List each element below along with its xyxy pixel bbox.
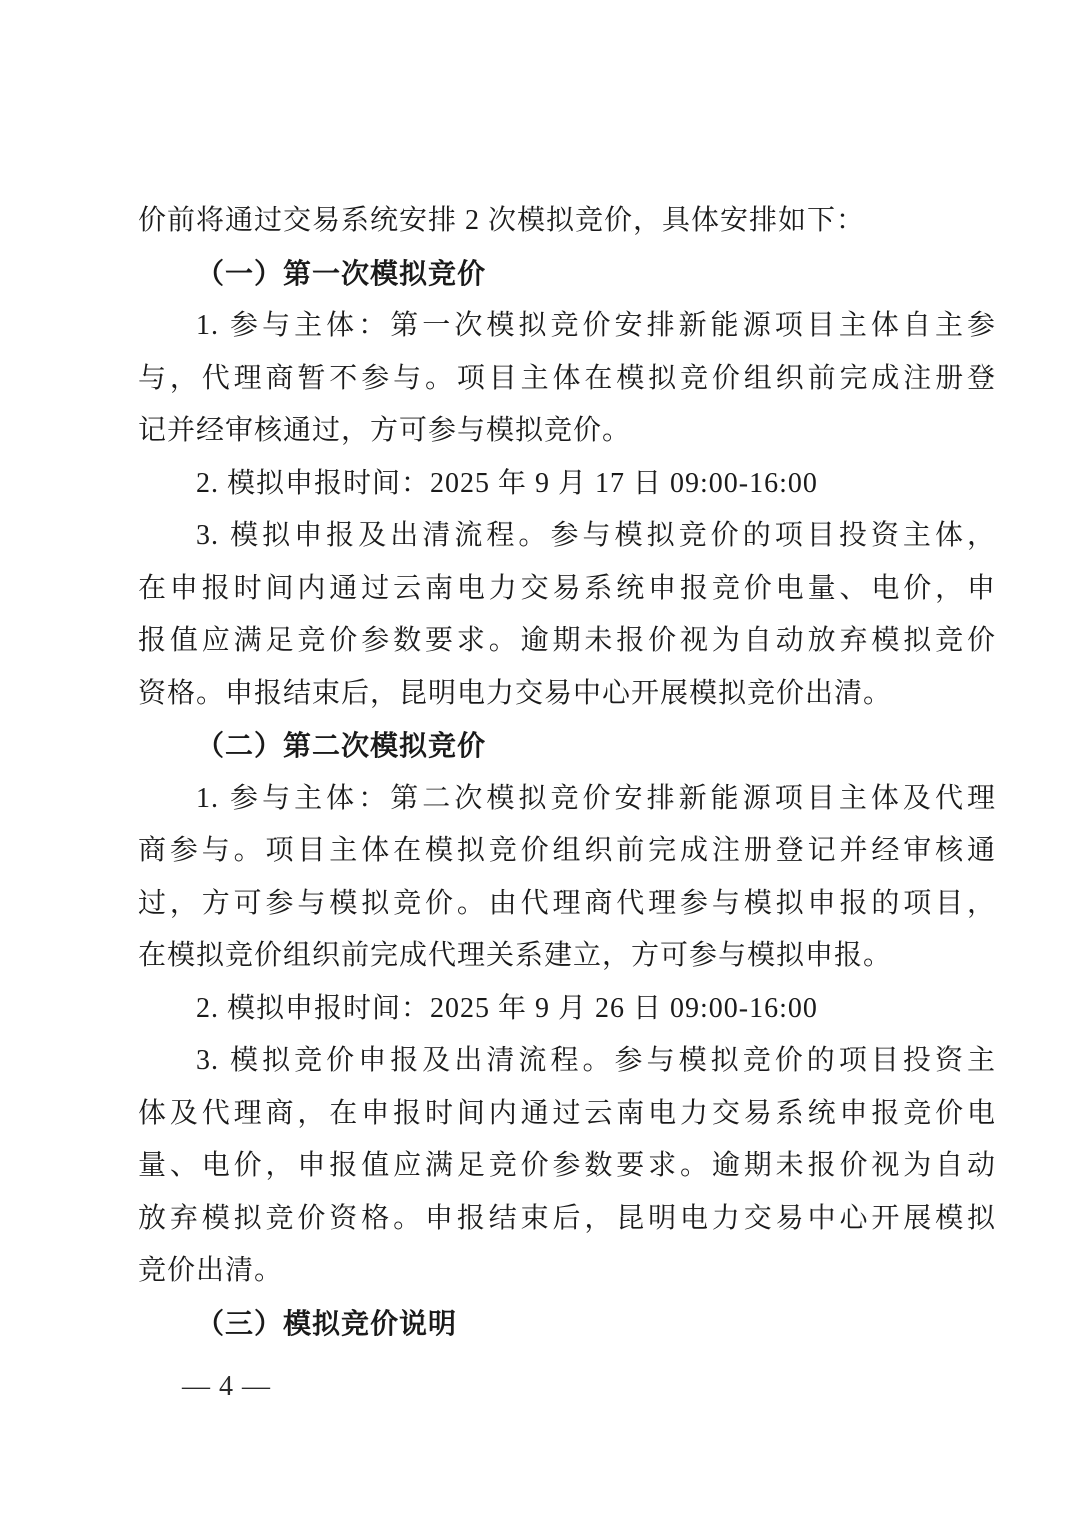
text-line: 体及代理商，在申报时间内通过云南电力交易系统申报竞价电	[138, 1097, 996, 1129]
text-line: 过，方可参与模拟竞价。由代理商代理参与模拟申报的项目，	[138, 887, 996, 919]
text-line: 商参与。项目主体在模拟竞价组织前完成注册登记并经审核通	[138, 835, 996, 866]
text-line: 3. 模拟申报及出清流程。参与模拟竞价的项目投资主体，	[196, 520, 996, 551]
text-line: 1. 参与主体：第二次模拟竞价安排新能源项目主体及代理	[196, 782, 996, 814]
text-line: 记并经审核通过，方可参与模拟竞价。	[138, 415, 632, 446]
section-heading: （二）第二次模拟竞价	[196, 729, 487, 762]
text-line: 2. 模拟申报时间：2025 年 9 月 26 日 09:00-16:00	[196, 992, 818, 1024]
page-number: — 4 —	[182, 1371, 271, 1402]
text-line: 在模拟竞价组织前完成代理关系建立，方可参与模拟申报。	[138, 940, 893, 971]
document-body	[138, 195, 996, 1350]
text-line: 报值应满足竞价参数要求。逾期未报价视为自动放弃模拟竞价	[138, 625, 996, 656]
text-line: 价前将通过交易系统安排 2 次模拟竞价，具体安排如下：	[138, 205, 866, 236]
text-line: 在申报时间内通过云南电力交易系统申报竞价电量、电价，申	[138, 572, 996, 604]
text-line: 1. 参与主体：第一次模拟竞价安排新能源项目主体自主参	[196, 310, 996, 341]
section-heading: （三）模拟竞价说明	[196, 1306, 458, 1340]
text-line: 2. 模拟申报时间：2025 年 9 月 17 日 09:00-16:00	[196, 467, 818, 499]
text-line: 放弃模拟竞价资格。申报结束后，昆明电力交易中心开展模拟	[138, 1202, 996, 1234]
section-heading: （一）第一次模拟竞价	[196, 256, 487, 290]
text-line: 量、电价，申报值应满足竞价参数要求。逾期未报价视为自动	[138, 1150, 996, 1181]
text-line: 竞价出清。	[138, 1255, 284, 1286]
text-line: 与，代理商暂不参与。项目主体在模拟竞价组织前完成注册登	[138, 362, 996, 394]
text-line: 资格。申报结束后，昆明电力交易中心开展模拟竞价出清。	[138, 677, 893, 709]
text-line: 3. 模拟竞价申报及出清流程。参与模拟竞价的项目投资主	[196, 1045, 996, 1076]
